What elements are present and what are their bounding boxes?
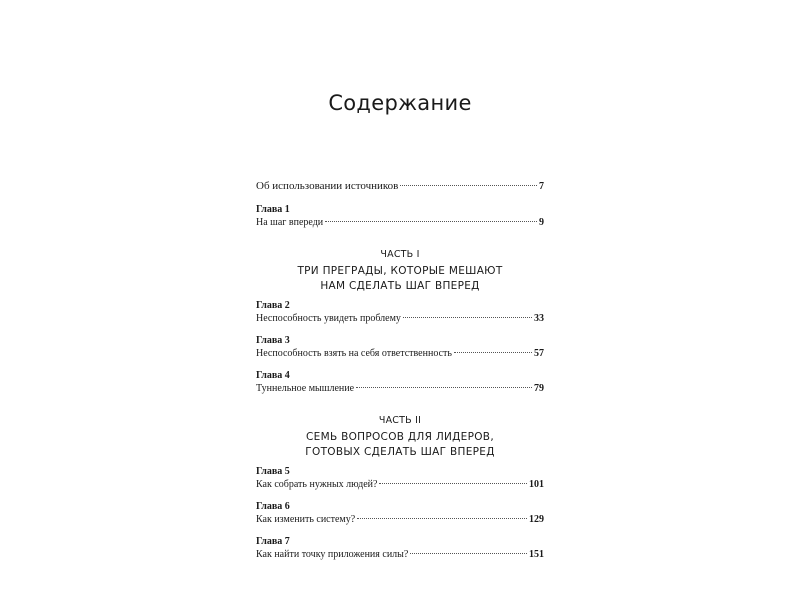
part-title-line: ГОТОВЫХ СДЕЛАТЬ ШАГ ВПЕРЕД <box>305 446 495 458</box>
dot-leader <box>400 185 537 186</box>
chapter-block-1 <box>256 204 544 229</box>
toc-entry-chapter-3[interactable] <box>256 347 544 360</box>
toc-entry-chapter-5[interactable] <box>256 478 544 491</box>
chapter-block-5 <box>256 466 544 491</box>
chapter-label: Глава 7 <box>256 536 290 547</box>
toc-entry-title: Как найти точку приложения силы? <box>256 549 409 560</box>
table-of-contents <box>256 179 544 561</box>
dot-leader <box>379 483 527 484</box>
dot-leader <box>357 518 527 519</box>
toc-entry-title: Неспособность взять на себя ответственность <box>256 348 452 359</box>
toc-entry-chapter-6[interactable] <box>256 513 544 526</box>
part-title-line: ТРИ ПРЕГРАДЫ, КОТОРЫЕ МЕШАЮТ <box>297 265 503 277</box>
toc-entry-chapter-4[interactable] <box>256 382 544 395</box>
toc-entry-page: 129 <box>529 514 544 525</box>
chapter-block-7 <box>256 536 544 561</box>
toc-entry-title: Об использовании источников <box>256 180 399 192</box>
toc-entry-chapter-2[interactable] <box>256 312 544 325</box>
dot-leader <box>410 553 527 554</box>
dot-leader <box>403 317 532 318</box>
toc-entry-page: 33 <box>534 313 544 324</box>
toc-entry-page: 57 <box>534 348 544 359</box>
part-title-line: НАМ СДЕЛАТЬ ШАГ ВПЕРЕД <box>320 280 480 292</box>
part-title <box>256 430 544 460</box>
chapter-label: Глава 2 <box>256 300 290 311</box>
chapter-label: Глава 6 <box>256 501 290 512</box>
chapter-label: Глава 3 <box>256 335 290 346</box>
toc-entry-chapter-7[interactable] <box>256 548 544 561</box>
dot-leader <box>325 221 537 222</box>
chapter-block-3 <box>256 335 544 360</box>
toc-entry-title: На шаг впереди <box>256 217 324 228</box>
chapter-label: Глава 5 <box>256 466 290 477</box>
part-title <box>256 264 544 294</box>
chapter-block-6 <box>256 501 544 526</box>
part-label: ЧАСТЬ II <box>378 415 422 426</box>
chapter-block-4 <box>256 370 544 395</box>
toc-entry-title: Туннельное мышление <box>256 383 355 394</box>
toc-entry-title: Неспособность увидеть проблему <box>256 313 401 324</box>
toc-entry-page: 101 <box>529 479 544 490</box>
toc-entry-page: 79 <box>534 383 544 394</box>
dot-leader <box>356 387 532 388</box>
part-heading-2 <box>256 414 544 460</box>
part-title-line: СЕМЬ ВОПРОСОВ ДЛЯ ЛИДЕРОВ, <box>306 431 494 443</box>
toc-entry-title: Как собрать нужных людей? <box>256 479 378 490</box>
toc-entry-intro[interactable] <box>256 179 544 194</box>
page-title: Содержание <box>328 91 472 115</box>
toc-entry-page: 151 <box>529 549 544 560</box>
toc-entry-chapter-1[interactable] <box>256 216 544 229</box>
toc-entry-page: 9 <box>539 217 544 228</box>
part-heading-1 <box>256 248 544 294</box>
toc-entry-title: Как изменить систему? <box>256 514 356 525</box>
toc-entry-page: 7 <box>539 181 544 192</box>
chapter-label: Глава 1 <box>256 204 290 215</box>
part-2-chapters <box>256 466 544 561</box>
dot-leader <box>454 352 532 353</box>
part-label: ЧАСТЬ I <box>380 249 420 260</box>
chapter-label: Глава 4 <box>256 370 290 381</box>
part-1-chapters <box>256 300 544 395</box>
chapter-block-2 <box>256 300 544 325</box>
